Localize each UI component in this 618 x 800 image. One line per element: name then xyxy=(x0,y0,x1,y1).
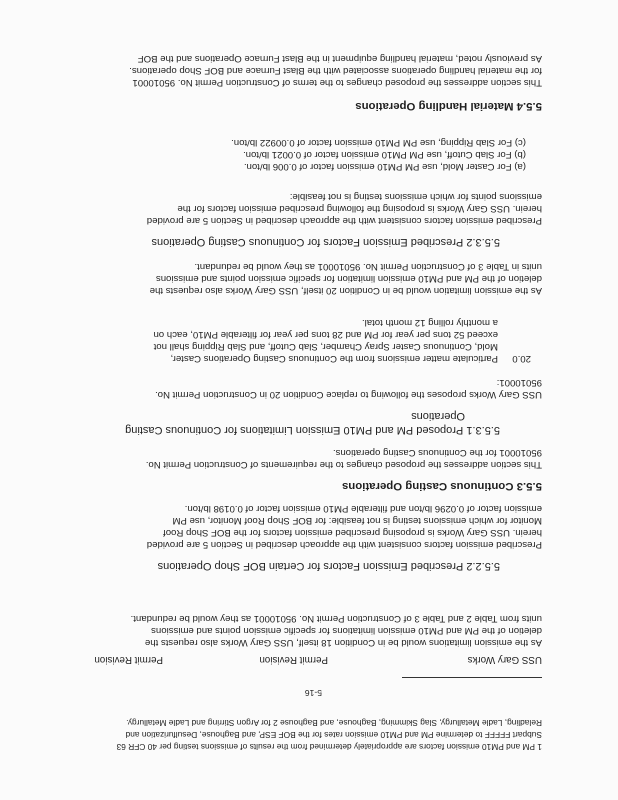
emission-factor-item: (b) For Slab Cutoff, use PM PM10 emission factor of 0.0021 lb/ton. xyxy=(243,149,526,160)
section-5-5-2-2-line: As the emission limitations would be in Condition 18 itself, USS Gary Works also requests the xyxy=(144,637,542,648)
section-5-5-3-1-intro: USS Gary Works proposes the following to replace Condition 20 in Construction Permit No. xyxy=(155,389,542,400)
condition-number: 20.0 xyxy=(512,353,531,364)
section-5-5-4-title: 5.5.4 Material Handling Operations xyxy=(355,100,542,112)
section-5-5-2-2-line: Monitor for which emissions testing is not feasible: for BOF Shop Roof Monitor, use PM xyxy=(172,515,542,526)
section-5-5-3-1-title-line2: Operations xyxy=(411,410,465,422)
section-5-5-3-2-title: 5.5.3.2 Prescribed Emission Factors for Continuous Casting Operations xyxy=(151,236,500,248)
header-left: USS Gary Works xyxy=(467,654,542,665)
section-5-5-2-2-line: units from Table 2 and Table 3 of Construction Permit No. 95010001 as they would be redundant. xyxy=(130,613,542,624)
emission-factor-item: (c) For Slab Ripping, use PM PM10 emission factor of 0.00922 lb/ton. xyxy=(231,137,526,148)
footnote-line: Subpart FFFFF to determine PM and PM10 emission rates for the BOF ESP, and Baghouse, Desulfurization and xyxy=(125,730,542,740)
section-5-5-3-1-title: 5.5.3.1 Proposed PM and PM10 Emission Limitations for Continuous Casting xyxy=(125,424,500,436)
section-5-5-3-1-b-line: deletion of the PM and PM10 emission limitation for specific emission points and emissions xyxy=(155,273,542,284)
condition-line: a monthly rolling 12 month total. xyxy=(362,317,498,328)
section-5-5-3-2-line: herein. USS Gary Works is proposing the following prescribed emission factors for the xyxy=(177,203,542,214)
section-5-5-2-2-title: 5.5.2.2 Prescribed Emission Factors for Certain BOF Shop Operations xyxy=(157,560,500,572)
section-5-5-3-1-intro: 95010001: xyxy=(496,377,542,388)
page-number: 5-16 xyxy=(304,688,322,698)
footnote-rule xyxy=(402,677,542,678)
section-5-5-2-2-line: Prescribed emission factors consistent with the approach described in Section 5 are provided xyxy=(146,539,542,550)
header-right: Permit Revision xyxy=(94,654,163,665)
condition-line: exceed 52 tons per year for PM and 28 tons per year for filterable PM10, each on xyxy=(153,329,498,340)
section-5-5-2-2-line: herein. USS Gary Works is proposing prescribed emission factors for the BOF Shop Roof xyxy=(163,527,542,538)
section-5-5-3-1-b-line: units in Table 3 of Construction Permit No. 95010001 as they would be redundant. xyxy=(194,261,542,272)
section-5-5-3-2-line: emissions points for which emissions testing is not feasible: xyxy=(289,191,542,202)
emission-factor-item: (a) For Caster Mold, use PM PM10 emission factor of 0.006 lb/ton. xyxy=(243,161,526,172)
section-5-5-3-title: 5.5.3 Continuous Casting Operations xyxy=(342,480,542,492)
header-middle: Permit Revision xyxy=(259,654,328,665)
section-5-5-3-1-b-line: As the emission limitation would be in Condition 20 itself, USS Gary Works also requests the xyxy=(149,285,542,296)
section-5-5-3-line: 95010001 for the Continuous Casting operations. xyxy=(332,447,542,458)
footnote-line: Reladling, Ladle Metallurgy, Slag Skimming, Baghouse, and Baghouse 2 for Argon Stirring and Ladle Metallurgy. xyxy=(126,718,542,728)
section-5-5-2-2-line: deletion of the PM and PM10 emission limitations for specific emission points and emissions xyxy=(151,625,542,636)
section-5-5-4-line: This section addresses the proposed changes to the terms of Construction Permit No. 95010001 xyxy=(132,77,542,88)
section-5-5-2-2-line: emission factor of 0.0296 lb/ton and filterable PM10 emission factor of 0.0198 lb/ton. xyxy=(184,503,542,514)
section-5-5-4-line: for the material handling operations associated with the Blast Furnace and BOF Shop operations. xyxy=(129,65,542,76)
footnote-line: 1 PM and PM10 emission factors are appropriately determined from the results of emissions testing per 40 CFR 63 xyxy=(116,742,542,752)
condition-line: Mold, Continuous Caster Spray Chamber, Slab Cutoff, and Slab Ripping shall not xyxy=(153,341,498,352)
section-5-5-3-line: This section addresses the proposed changes to the requirements of Construction Permit No. xyxy=(145,459,542,470)
condition-line: Particulate matter emissions from the Continuous Casting Operations Caster, xyxy=(170,353,498,364)
section-5-5-3-2-line: Prescribed emission factors consistent with the approach described in Section 5 are provided xyxy=(146,215,542,226)
section-5-5-4-line: As previously noted, material handling equipment in the Blast Furnace Operations and the BOF xyxy=(137,53,542,64)
